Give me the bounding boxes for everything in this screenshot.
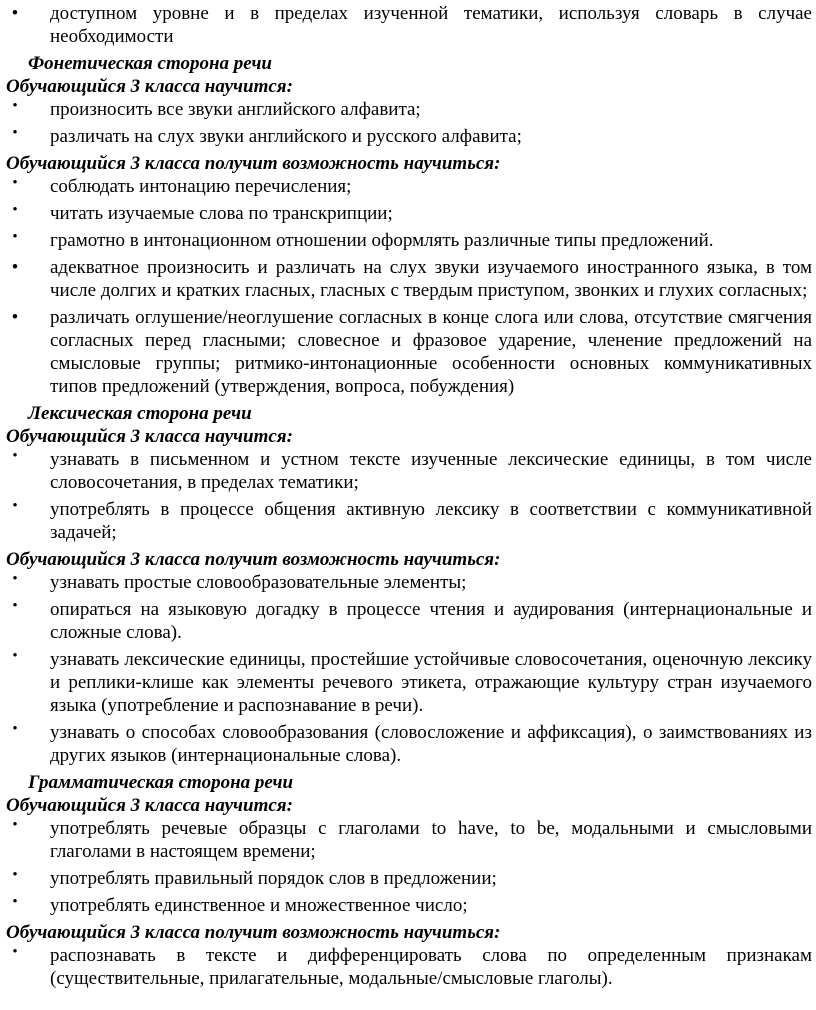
list-item-text: различать на слух звуки английского и русского алфавита; xyxy=(50,126,522,147)
list-item xyxy=(6,306,812,398)
list-item xyxy=(6,2,812,48)
outcome-list xyxy=(6,98,812,148)
list-item xyxy=(6,571,812,594)
list-item xyxy=(6,175,812,198)
outcome-list xyxy=(6,175,812,252)
bullet-icon: • xyxy=(12,498,18,514)
list-item-text: употреблять речевые образцы с глаголами to have, to be, модальными и смысловыми глаголами в настоящем времени; xyxy=(50,818,812,862)
bullet-icon: • xyxy=(12,229,18,245)
bullet-icon: • xyxy=(12,721,18,737)
learning-outcome-lead: Обучающийся 3 класса научится: xyxy=(6,795,293,816)
list-item xyxy=(6,817,812,863)
list-item-text: узнавать в письменном и устном тексте изученные лексические единицы, в том числе словосочетания, в пределах тематики; xyxy=(50,449,812,493)
section-heading: Лексическая сторона речи xyxy=(28,403,252,424)
list-item-text: узнавать о способах словообразования (словосложение и аффиксация), о заимствованиях из других языков (интернациональные слова). xyxy=(50,722,812,766)
section-heading: Грамматическая сторона речи xyxy=(28,772,294,793)
outcome-list xyxy=(6,817,812,917)
bullet-icon: • xyxy=(11,3,19,24)
learning-outcome-lead: Обучающийся 3 класса получит возможность научиться: xyxy=(6,549,501,570)
bullet-icon: • xyxy=(12,571,18,587)
list-item-text: различать оглушение/неоглушение согласных в конце слога или слова, отсутствие смягчения согласных перед гласными; словесное и фразовое ударение, членение предложений на смысловые группы; ритмико-интонационные особенности основных коммуникативных типов предложений (утверждения, вопроса, побуждения) xyxy=(50,307,812,397)
bullet-icon: • xyxy=(12,817,18,833)
bullet-icon: • xyxy=(11,257,19,278)
list-item-text: узнавать лексические единицы, простейшие устойчивые словосочетания, оценочную лексику и реплики-клише как элементы речевого этикета, отражающие культуру стран изучаемого языка (употребление и распознавание в речи). xyxy=(50,649,812,716)
list-item xyxy=(6,229,812,252)
list-item-text: употреблять правильный порядок слов в предложении; xyxy=(50,868,497,889)
list-item-text: соблюдать интонацию перечисления; xyxy=(50,176,352,197)
list-item xyxy=(6,498,812,544)
learning-outcome-lead: Обучающийся 3 класса получит возможность научиться: xyxy=(6,153,501,174)
list-item-text: адекватное произносить и различать на слух звуки изучаемого иностранного языка, в том числе долгих и кратких гласных, гласных с твердым приступом, звонких и глухих согласных; xyxy=(50,257,812,301)
list-item-text: доступном уровне и в пределах изученной тематики, используя словарь в случае необходимости xyxy=(50,3,812,47)
list-item xyxy=(6,125,812,148)
list-item xyxy=(6,256,812,302)
list-item xyxy=(6,894,812,917)
bullet-icon: • xyxy=(12,125,18,141)
list-item-text: грамотно в интонационном отношении оформлять различные типы предложений. xyxy=(50,230,714,251)
list-item-text: употреблять в процессе общения активную лексику в соответствии с коммуникативной задачей; xyxy=(50,499,812,543)
outcome-list xyxy=(6,944,812,990)
bullet-icon: • xyxy=(12,202,18,218)
list-item xyxy=(6,598,812,644)
bullet-icon: • xyxy=(12,648,18,664)
list-item xyxy=(6,867,812,890)
bullet-icon: • xyxy=(12,944,18,960)
bullet-icon: • xyxy=(12,894,18,910)
outcome-list xyxy=(6,571,812,767)
list-item-text: узнавать простые словообразовательные элементы; xyxy=(50,572,467,593)
list-item xyxy=(6,448,812,494)
list-item-text: распознавать в тексте и дифференцировать слова по определенным признакам (существительные, прилагательные, модальные/смысловые глаголы). xyxy=(50,945,812,989)
learning-outcome-lead: Обучающийся 3 класса научится: xyxy=(6,426,293,447)
list-item-text: читать изучаемые слова по транскрипции; xyxy=(50,203,393,224)
list-item xyxy=(6,721,812,767)
section-heading: Фонетическая сторона речи xyxy=(28,53,272,74)
list-item xyxy=(6,944,812,990)
list-item xyxy=(6,648,812,717)
outcome-list xyxy=(6,2,812,48)
learning-outcome-lead: Обучающийся 3 класса получит возможность научиться: xyxy=(6,922,501,943)
outcome-list xyxy=(6,256,812,398)
list-item-text: произносить все звуки английского алфавита; xyxy=(50,99,421,120)
bullet-icon: • xyxy=(12,98,18,114)
bullet-icon: • xyxy=(12,448,18,464)
learning-outcome-lead: Обучающийся 3 класса научится: xyxy=(6,76,293,97)
outcome-list xyxy=(6,448,812,544)
list-item xyxy=(6,98,812,121)
bullet-icon: • xyxy=(12,867,18,883)
list-item xyxy=(6,202,812,225)
bullet-icon: • xyxy=(12,598,18,614)
list-item-text: употреблять единственное и множественное число; xyxy=(50,895,468,916)
bullet-icon: • xyxy=(12,175,18,191)
list-item-text: опираться на языковую догадку в процессе чтения и аудирования (интернациональные и сложные слова). xyxy=(50,599,812,643)
bullet-icon: • xyxy=(11,307,19,328)
